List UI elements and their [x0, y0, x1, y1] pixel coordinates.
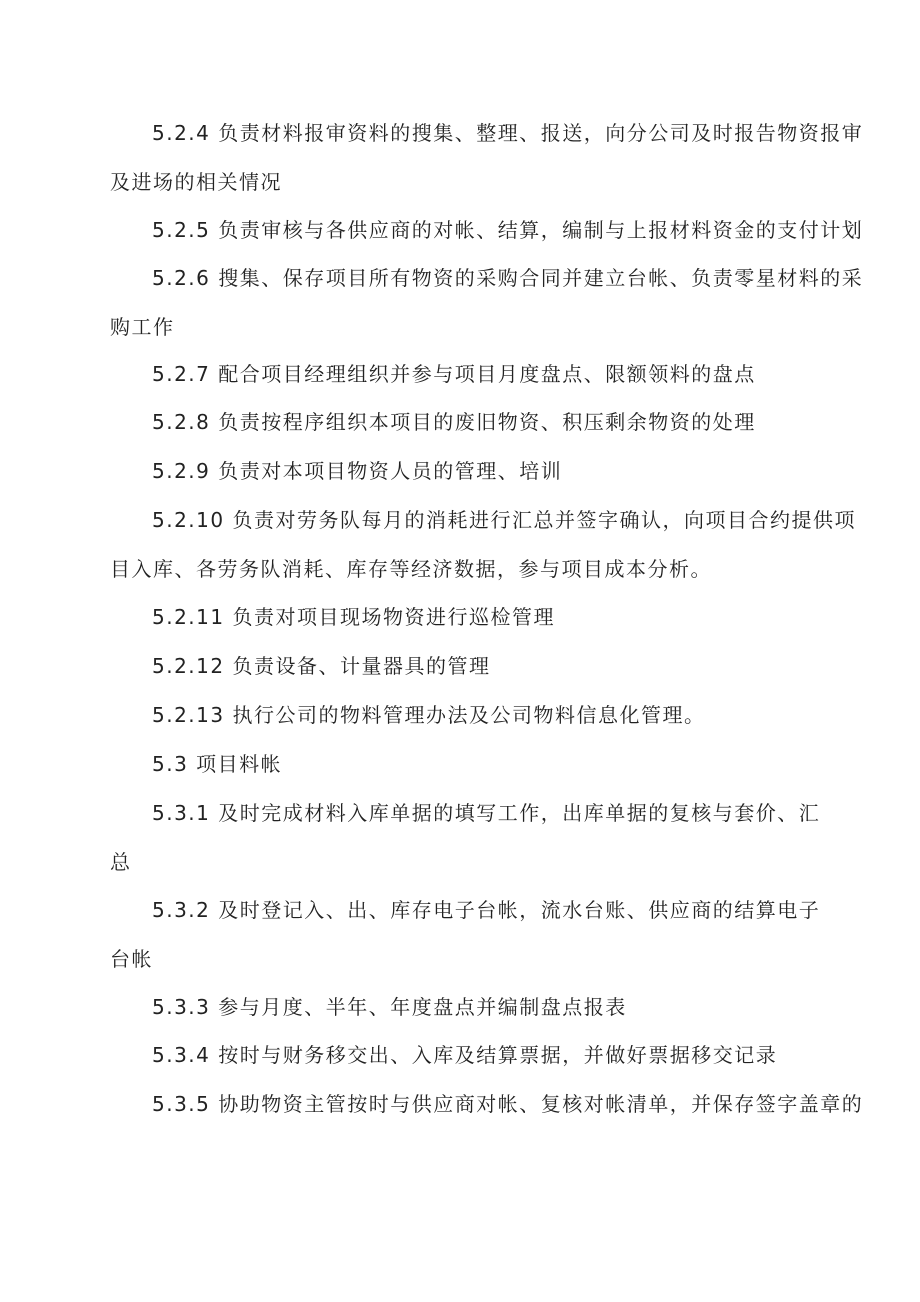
paragraph-5-2-9	[110, 447, 830, 496]
paragraph-5-2-4	[110, 109, 864, 207]
paragraph-5-2-5	[110, 206, 864, 255]
paragraph-line: 5.2.13 执行公司的物料管理办法及公司物料信息化管理。	[152, 703, 706, 727]
paragraph-line: 5.2.11 负责对项目现场物资进行巡检管理	[152, 605, 555, 629]
paragraph-line: 及进场的相关情况	[110, 170, 282, 194]
paragraph-line: 5.3.4 按时与财务移交出、入库及结算票据，并做好票据移交记录	[152, 1043, 778, 1067]
paragraph-5-3-1	[110, 789, 830, 887]
paragraph-5-3-5	[110, 1080, 864, 1129]
paragraph-5-2-11	[110, 593, 830, 642]
section-heading-5-3	[110, 740, 830, 789]
paragraph-5-2-7	[110, 350, 830, 399]
paragraph-line: 5.3.1 及时完成材料入库单据的填写工作，出库单据的复核与套价、汇	[152, 801, 821, 825]
paragraph-line: 购工作	[110, 315, 175, 339]
paragraph-5-2-10	[110, 496, 856, 594]
paragraph-line: 5.2.5 负责审核与各供应商的对帐、结算，编制与上报材料资金的支付计划	[152, 218, 864, 242]
paragraph-line: 5.2.10 负责对劳务队每月的消耗进行汇总并签字确认，向项目合约提供项	[152, 508, 856, 532]
paragraph-line: 5.3.2 及时登记入、出、库存电子台帐，流水台账、供应商的结算电子	[152, 898, 821, 922]
paragraph-line: 目入库、各劳务队消耗、库存等经济数据，参与项目成本分析。	[110, 557, 712, 581]
paragraph-5-2-6	[110, 254, 864, 352]
paragraph-line: 5.2.4 负责材料报审资料的搜集、整理、报送，向分公司及时报告物资报审	[152, 121, 864, 145]
paragraph-line: 5.2.6 搜集、保存项目所有物资的采购合同并建立台帐、负责零星材料的采	[152, 266, 864, 290]
paragraph-5-2-12	[110, 642, 830, 691]
paragraph-line: 5.2.7 配合项目经理组织并参与项目月度盘点、限额领料的盘点	[152, 362, 756, 386]
paragraph-5-3-2	[110, 886, 830, 984]
paragraph-5-3-4	[110, 1031, 830, 1080]
paragraph-line: 5.2.9 负责对本项目物资人员的管理、培训	[152, 459, 563, 483]
paragraph-5-3-3	[110, 983, 830, 1032]
paragraph-5-2-8	[110, 398, 830, 447]
paragraph-5-2-13	[110, 691, 830, 740]
paragraph-line: 5.3.5 协助物资主管按时与供应商对帐、复核对帐清单，并保存签字盖章的	[152, 1092, 864, 1116]
paragraph-line: 5.3 项目料帐	[152, 752, 283, 776]
paragraph-line: 5.2.12 负责设备、计量器具的管理	[152, 654, 491, 678]
paragraph-line: 5.2.8 负责按程序组织本项目的废旧物资、积压剩余物资的处理	[152, 410, 756, 434]
paragraph-line: 5.3.3 参与月度、半年、年度盘点并编制盘点报表	[152, 995, 627, 1019]
paragraph-line: 总	[110, 850, 132, 874]
paragraph-line: 台帐	[110, 947, 153, 971]
